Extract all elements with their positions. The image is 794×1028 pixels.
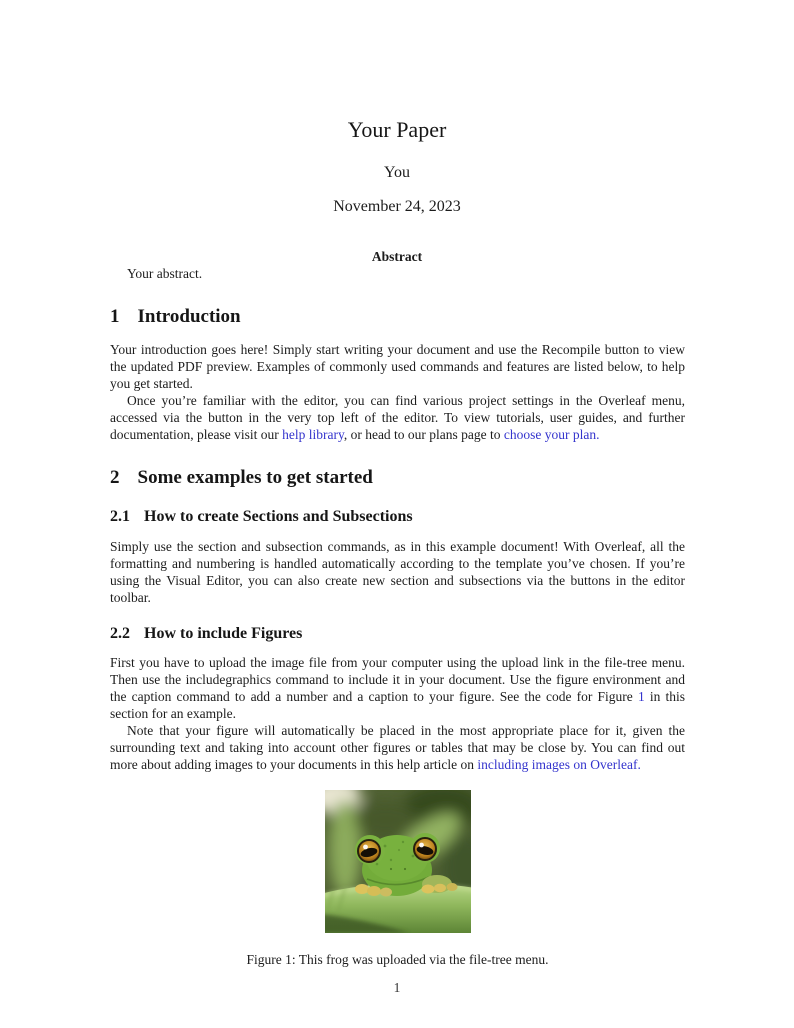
paper-author: You [384, 164, 410, 182]
figure-1 [110, 790, 685, 968]
abstract-text: Your abstract. [127, 266, 203, 282]
text-segment: in this section for an example. [110, 689, 685, 722]
document-body [110, 265, 685, 968]
section-2-number: 2 [110, 467, 120, 489]
section-1-paragraph-1: Your introduction goes here! Simply start writing your document and use the Recompile button to view the updated PDF preview. Examples of commonly used commands and features are listed below, to help you get started. [110, 342, 685, 392]
text-segment: First you have to upload the image file from your computer using the upload link in the file-tree menu. Then use the includegraphics command to include it in your document. Use the figure environment and the caption command to add a number and a caption to your figure. See the code for Figure [110, 655, 685, 705]
subsection-2-2-heading [110, 625, 685, 643]
text-segment: , or head to our plans page to [343, 427, 504, 443]
section-2-heading [110, 468, 685, 489]
paper-date: November 24, 2023 [333, 198, 461, 216]
figure-1-reference-link[interactable]: 1 [637, 689, 645, 705]
subsection-2-2-number: 2.2 [110, 624, 130, 642]
subsection-2-1-paragraph-1: Simply use the section and subsection commands, as in this example document! With Overleaf, all the formatting and numbering is handled automatically according to the template you’ve chosen. If you’re using the Visual Editor, you can also create new section and subsections via the buttons in the editor toolbar. [110, 538, 685, 605]
help-library-link[interactable]: help library [282, 427, 344, 443]
subsection-2-2-paragraph-2 [110, 722, 685, 773]
section-1-heading [110, 307, 685, 328]
section-1-number: 1 [110, 306, 120, 328]
paper-title: Your Paper [347, 117, 447, 142]
title-block [0, 0, 794, 216]
page-number: 1 [393, 980, 401, 995]
abstract-heading: Abstract [371, 249, 423, 265]
frog-image [325, 790, 471, 933]
including-images-on-overleaf-link[interactable]: including images on Overleaf. [477, 757, 641, 773]
section-1-title: Introduction [137, 306, 241, 328]
subsection-2-1-title: How to create Sections and Subsections [144, 508, 413, 526]
section-2-title: Some examples to get started [137, 467, 373, 489]
subsection-2-1-number: 2.1 [110, 508, 130, 526]
subsection-2-1-heading [110, 508, 685, 526]
choose-your-plan-link[interactable]: choose your plan. [503, 427, 600, 443]
subsection-2-2-title: How to include Figures [144, 624, 303, 642]
text-segment: Once you’re familiar with the editor, you can find various project settings in the Overleaf menu, accessed via the button in the very top left of the editor. To view tutorials, user guides, and further documentation, please visit our [110, 393, 685, 443]
subsection-2-2-paragraph-1 [110, 654, 685, 722]
text-segment: Note that your figure will automatically be placed in the most appropriate place for it, given the surrounding text and taking into account other figures or tables that may be close by. You can find out more about adding images to your documents in this help article on [110, 723, 685, 773]
section-1-paragraph-2 [110, 392, 685, 443]
figure-caption: Figure 1: This frog was uploaded via the file-tree menu. [246, 952, 549, 968]
